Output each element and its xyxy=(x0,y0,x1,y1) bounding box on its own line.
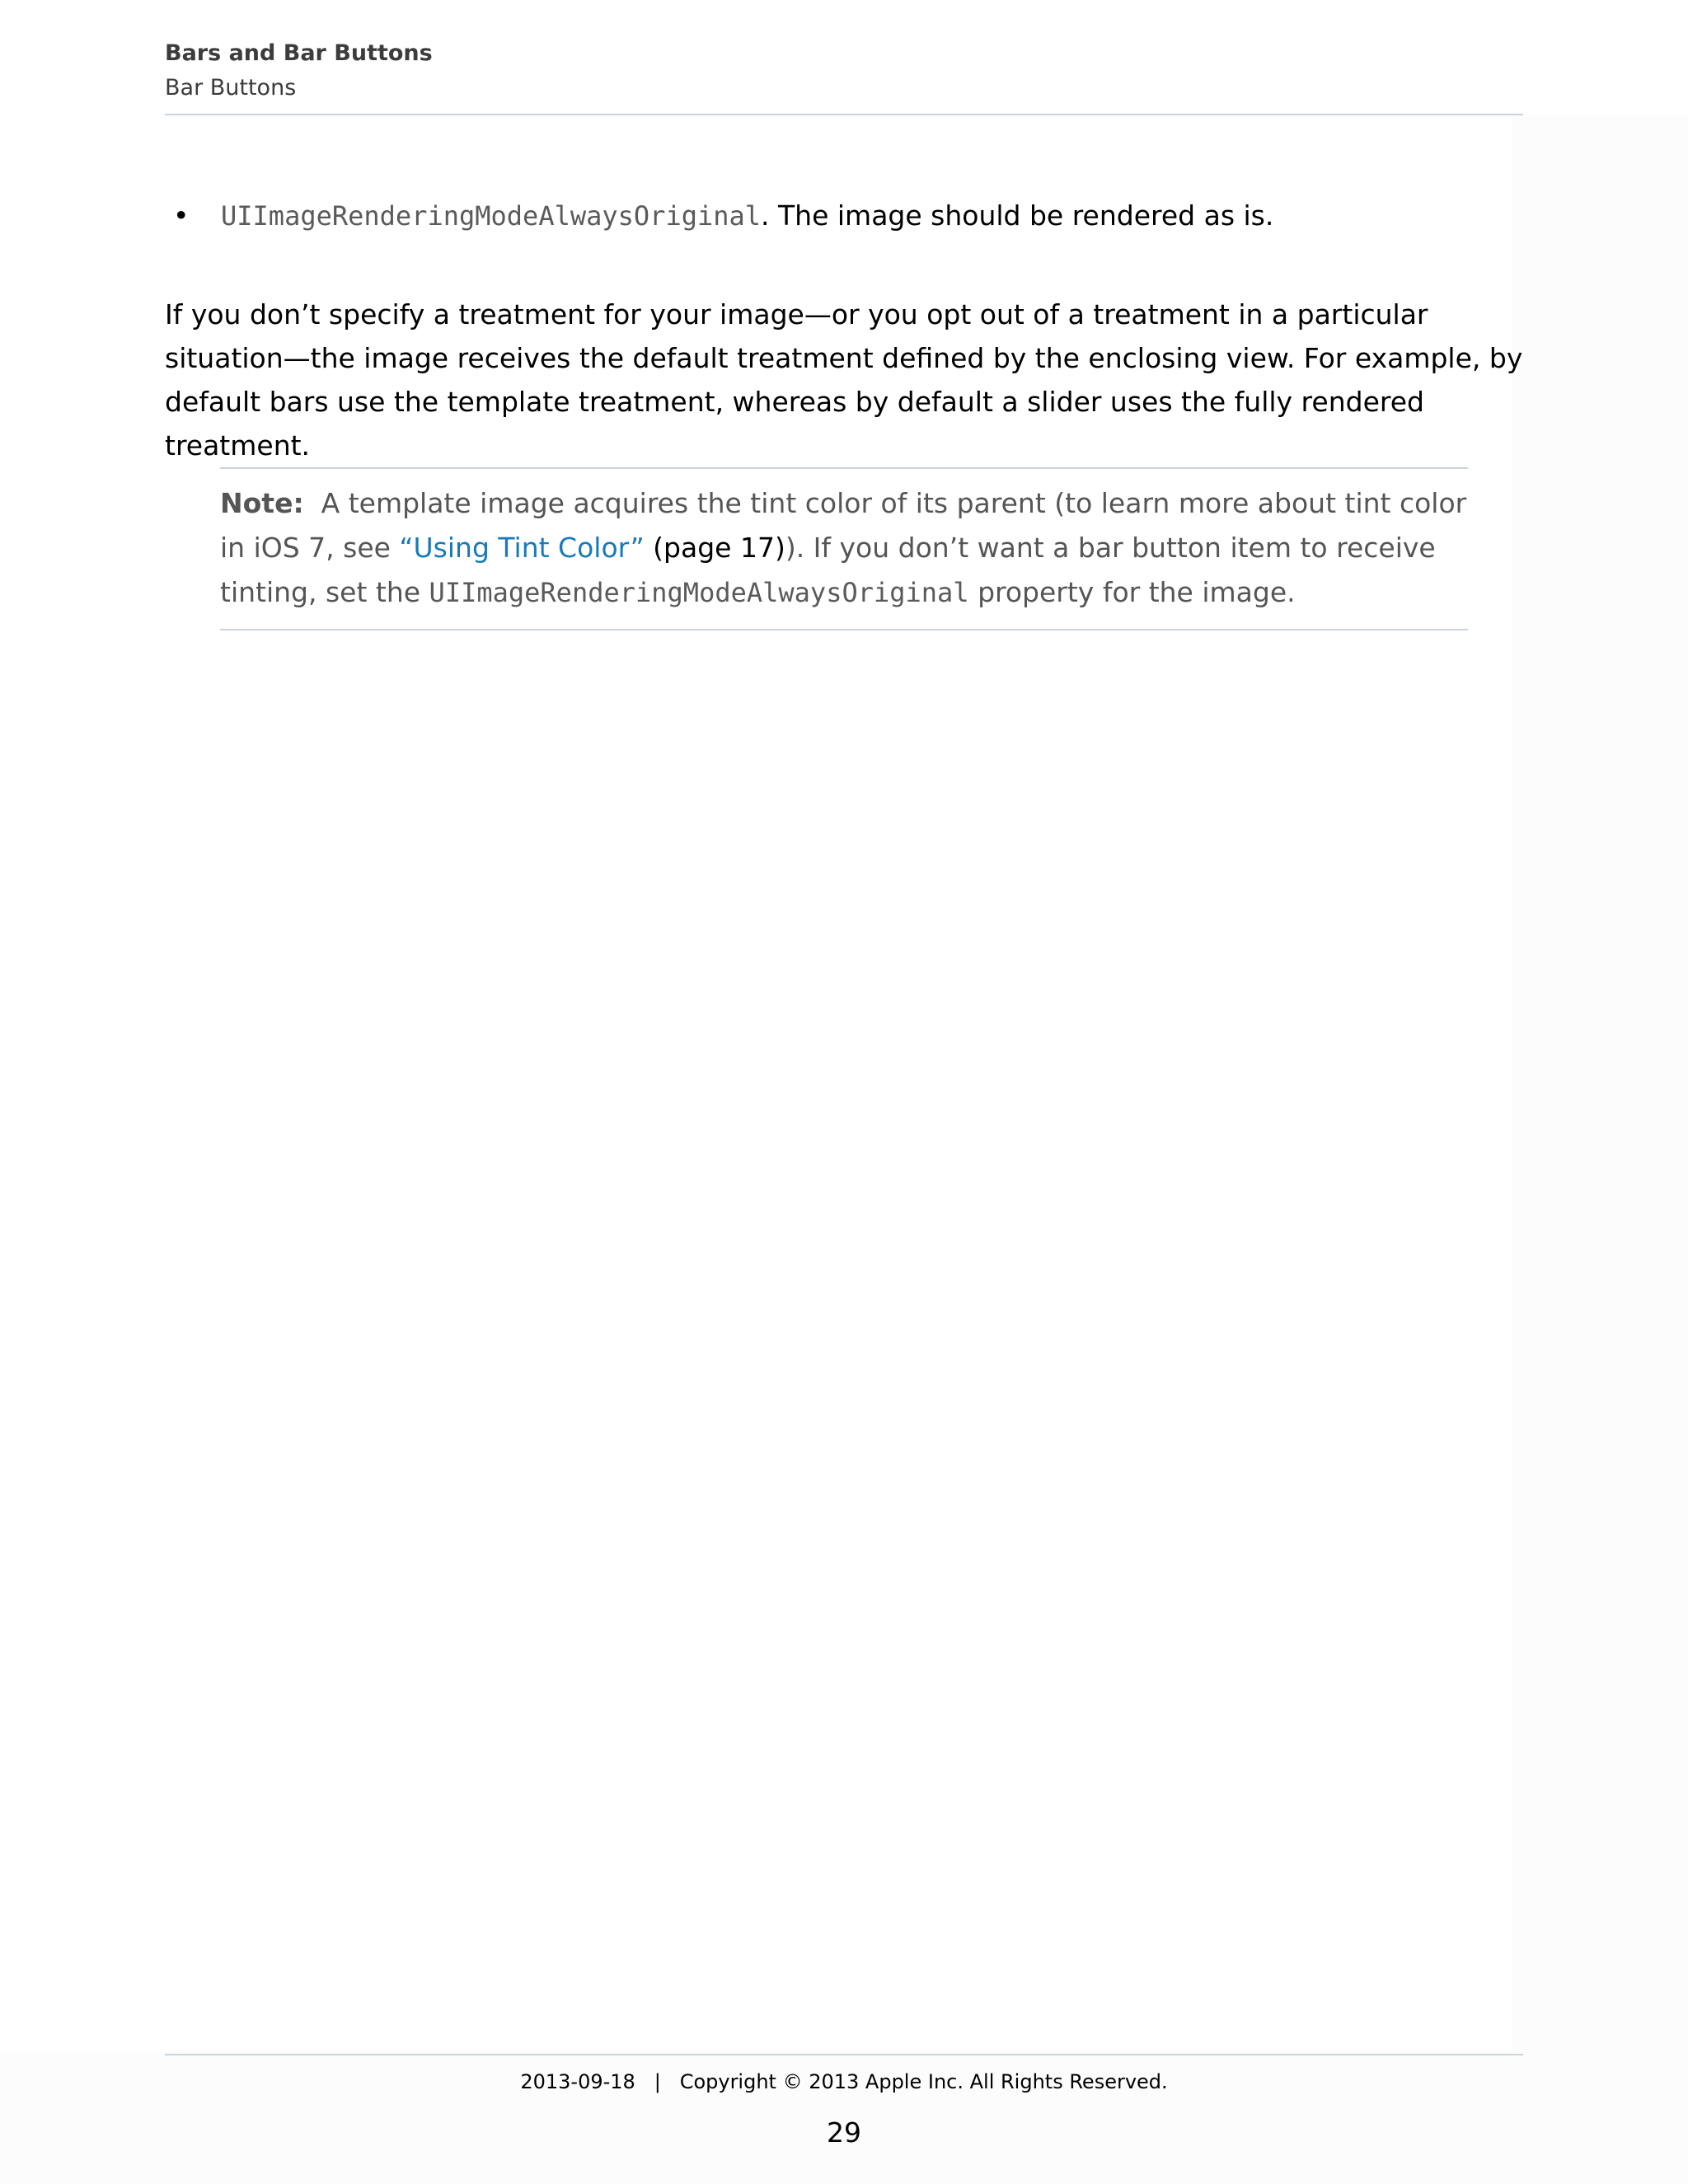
note-box xyxy=(220,481,1468,615)
using-tint-color-link[interactable]: “Using Tint Color” xyxy=(399,532,645,564)
note-text-start: A template image acquires the tint color of its parent (to learn more about tint color in iOS 7, see xyxy=(220,487,1467,564)
bullet-icon: • xyxy=(173,199,190,232)
note-page-reference: (page 17) xyxy=(644,532,785,564)
header-divider xyxy=(165,114,1523,115)
running-header xyxy=(165,36,1523,105)
note-text-end: property for the image. xyxy=(968,576,1296,608)
footer-date: 2013-09-18 xyxy=(520,2070,635,2093)
footer-separator: | xyxy=(654,2070,661,2093)
bullet-description: . The image should be rendered as is. xyxy=(761,199,1274,232)
note-code: UIImageRenderingModeAlwaysOriginal xyxy=(429,577,969,608)
footer-copyright-line xyxy=(0,2065,1688,2098)
page-number: 29 xyxy=(827,2116,861,2149)
bullet-code: UIImageRenderingModeAlwaysOriginal xyxy=(221,200,762,232)
page-shade-right xyxy=(1512,115,1688,2184)
note-top-divider xyxy=(220,467,1468,469)
footer-divider xyxy=(165,2054,1523,2055)
bullet-text xyxy=(221,194,1273,237)
note-label: Note: xyxy=(220,487,304,519)
note-bottom-divider xyxy=(220,629,1468,630)
note-text-middle: ). If you don’t want a bar button item to receive tinting, set the xyxy=(220,532,1436,608)
body-paragraph: If you don’t specify a treatment for your image—or you opt out of a treatment in a particular situation—the image receives the default treatment defined by the enclosing view. For example, by default bars use the template treatment, whereas by default a slider uses the fully rendered treatment. xyxy=(165,298,1523,462)
chapter-title: Bars and Bar Buttons xyxy=(165,40,433,66)
section-title: Bar Buttons xyxy=(165,75,297,101)
footer-copyright: Copyright © 2013 Apple Inc. All Rights Reserved. xyxy=(679,2070,1168,2093)
